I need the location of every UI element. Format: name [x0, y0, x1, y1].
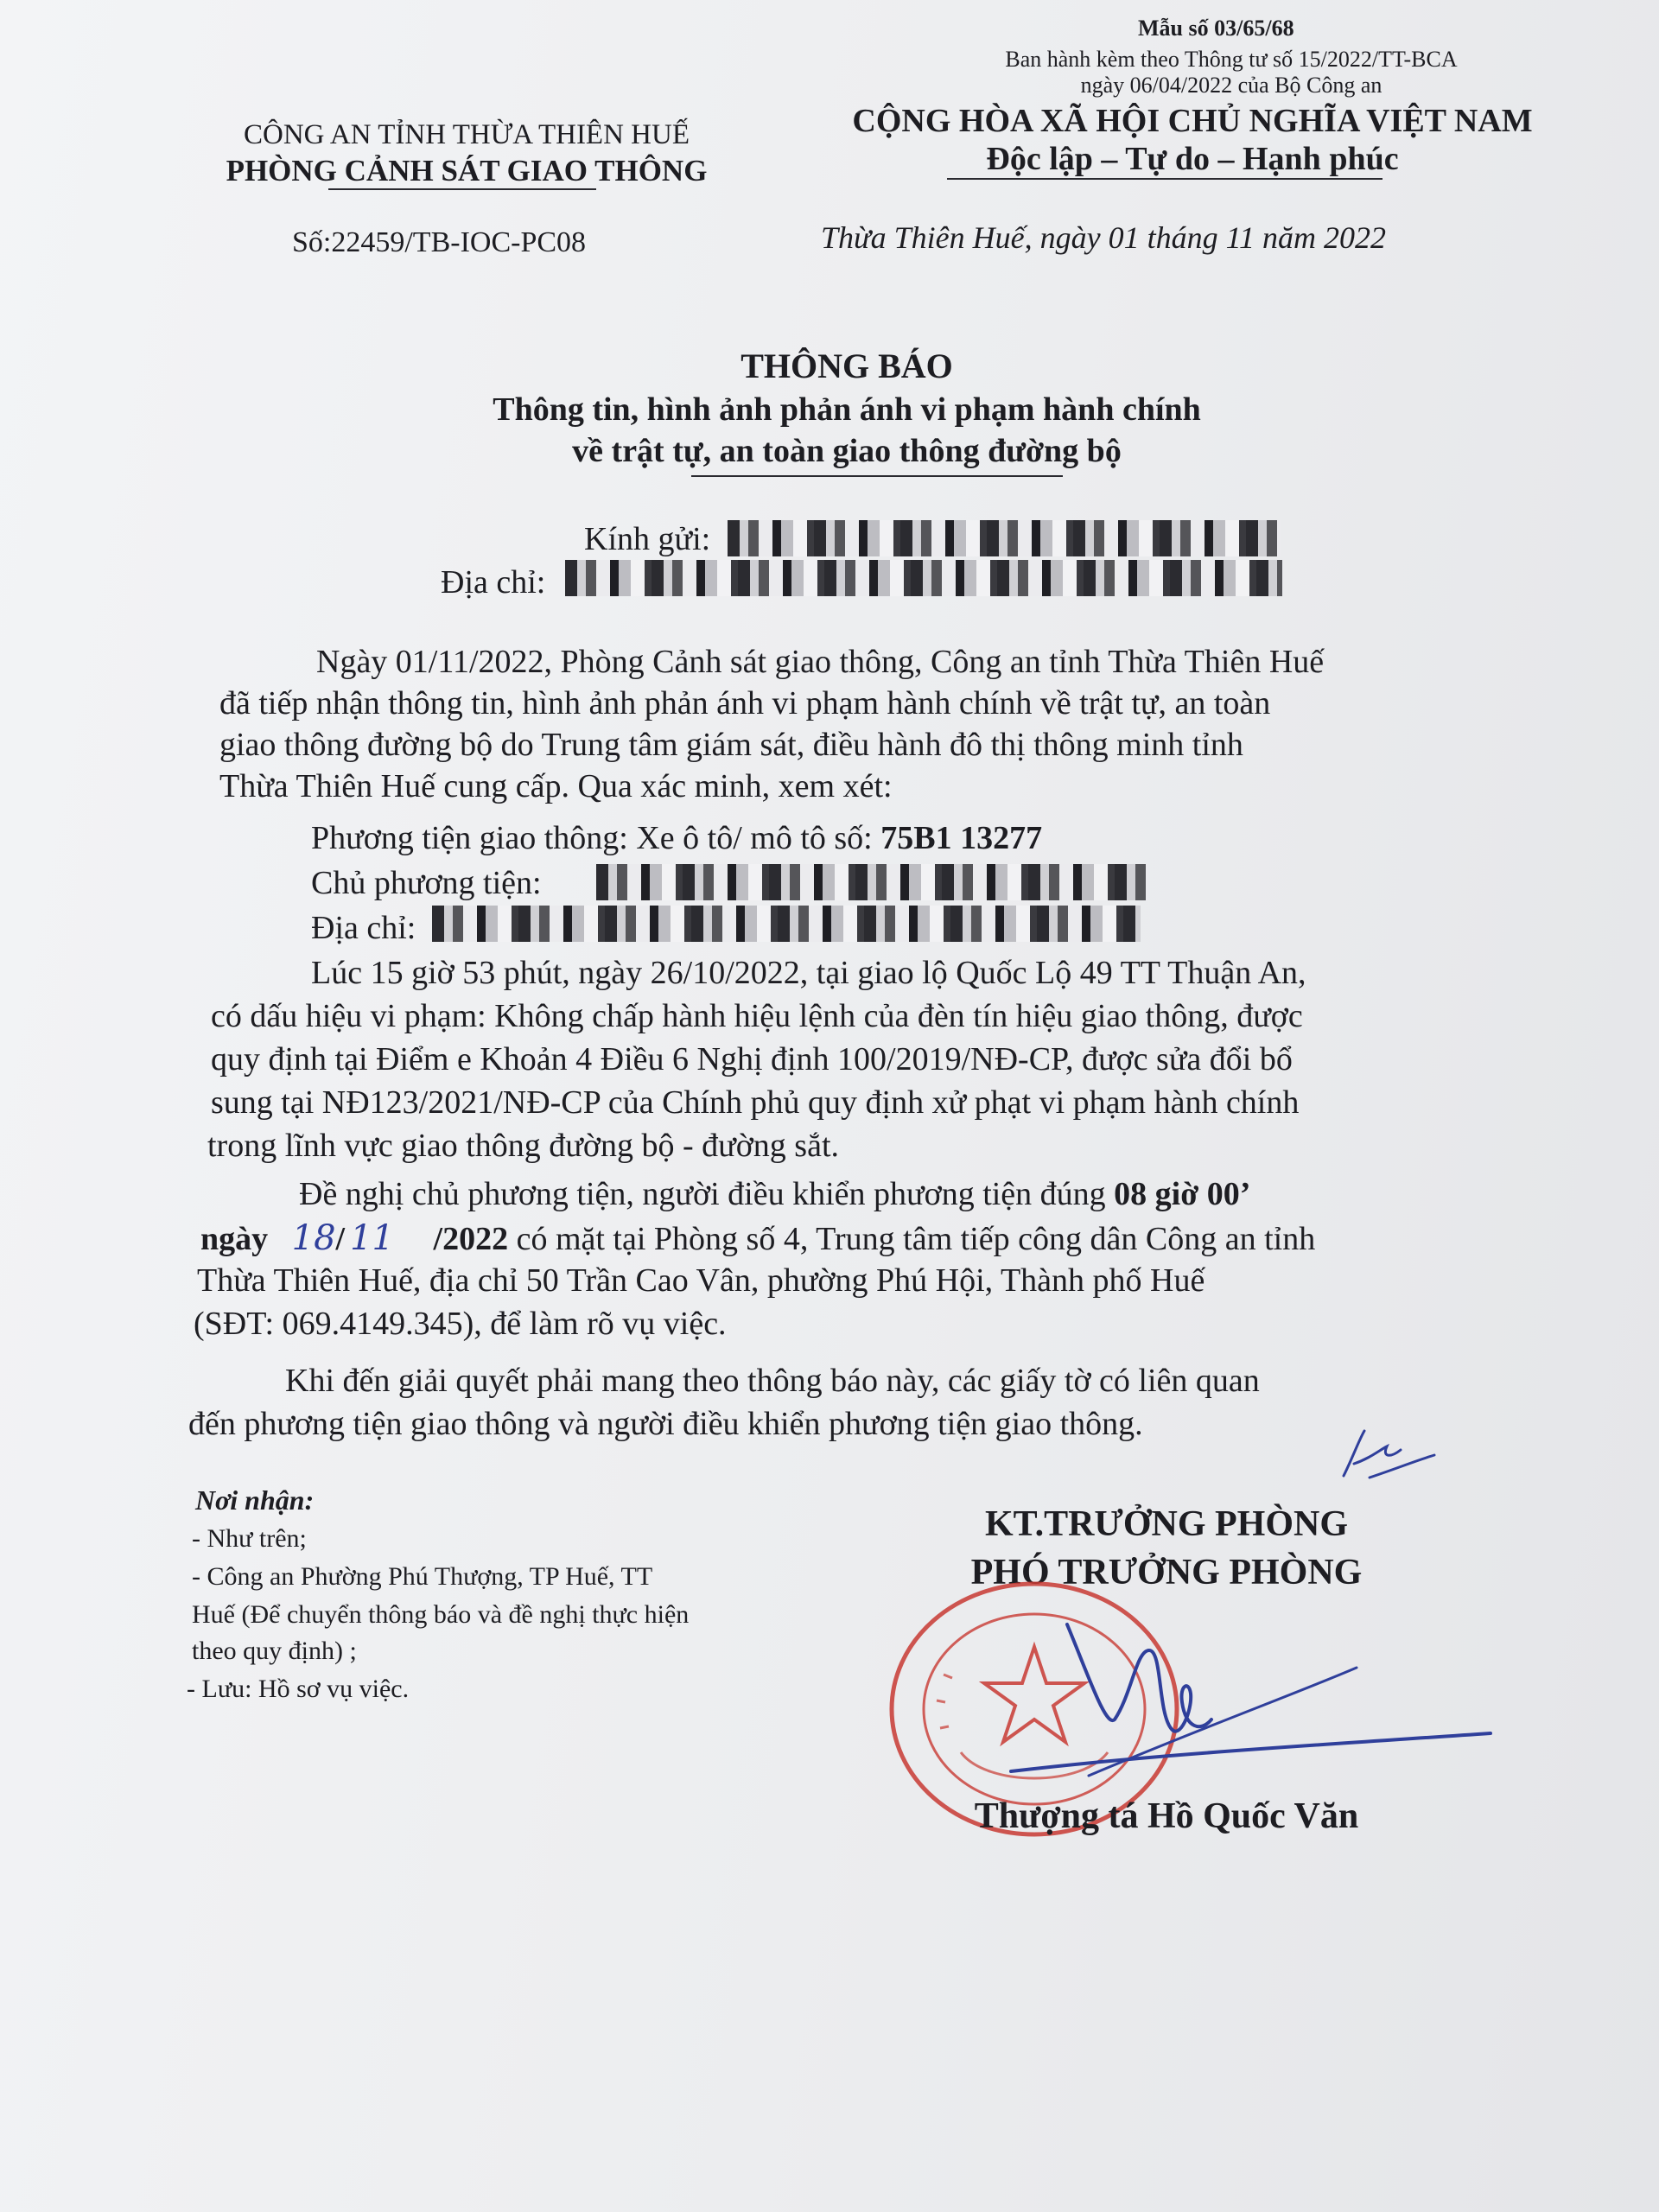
paragraph-1-line-4: Thừa Thiên Huế cung cấp. Qua xác minh, xem xét: [219, 768, 893, 804]
recipient-3: - Lưu: Hồ sơ vụ việc. [187, 1675, 410, 1703]
date-slash: / [335, 1221, 346, 1257]
redacted-recipient-name [728, 520, 1281, 556]
document-subtitle-line2: về trật tự, an toàn giao thông đường bộ [572, 433, 1122, 469]
recipient-2-line-1: - Công an Phường Phú Thượng, TP Huế, TT [192, 1562, 653, 1591]
paragraph-2-line-4: sung tại NĐ123/2021/NĐ-CP của Chính phủ quy định xử phạt vi phạm hành chính [211, 1084, 1300, 1121]
vehicle-label: Phương tiện giao thông: Xe ô tô/ mô tô số: [311, 820, 873, 856]
form-number: Mẫu số 03/65/68 [1138, 16, 1294, 41]
handwritten-day: 18 [291, 1218, 336, 1258]
handwritten-month: 11 [350, 1218, 395, 1258]
handwritten-initial [1335, 1424, 1439, 1484]
document-title: THÔNG BÁO [741, 346, 953, 385]
redacted-recipient-address [565, 560, 1282, 596]
place-date: Thừa Thiên Huế, ngày 01 tháng 11 năm 2022 [821, 220, 1386, 255]
signature-position: PHÓ TRƯỞNG PHÒNG [970, 1553, 1363, 1592]
agency-unit: PHÒNG CẢNH SÁT GIAO THÔNG [226, 154, 708, 188]
motto-underline [947, 178, 1382, 180]
paragraph-3-line-3: Thừa Thiên Huế, địa chỉ 50 Trần Cao Vân, phường Phú Hội, Thành phố Huế [197, 1262, 1205, 1299]
paragraph-3-line-2 [200, 1218, 1315, 1258]
recipients-heading: Nơi nhận: [195, 1484, 315, 1516]
agency-underline [328, 188, 596, 190]
issued-note-line1: Ban hành kèm theo Thông tư số 15/2022/TT-BCA [1005, 47, 1458, 72]
vehicle-line [311, 819, 1042, 857]
owner-label: Chủ phương tiện: [311, 865, 542, 901]
recipient-2-line-3: theo quy định) ; [192, 1637, 357, 1665]
paragraph-3-request: Đề nghị chủ phương tiện, người điều khiển phương tiện đúng [299, 1176, 1106, 1212]
paragraph-2-line-3: quy định tại Điểm e Khoản 4 Điều 6 Nghị định 100/2019/NĐ-CP, được sửa đổi bổ [211, 1041, 1293, 1077]
title-underline [691, 475, 1063, 477]
agency-parent: CÔNG AN TỈNH THỪA THIÊN HUẾ [243, 119, 690, 150]
issued-note [950, 47, 1512, 99]
paragraph-1-line-2: đã tiếp nhận thông tin, hình ảnh phản ánh vi phạm hành chính về trật tự, an toàn [219, 685, 1271, 721]
signature-on-behalf: KT.TRƯỞNG PHÒNG [985, 1504, 1348, 1544]
paragraph-3-line-1 [299, 1175, 1250, 1213]
paragraph-2-line-2: có dấu hiệu vi phạm: Không chấp hành hiệu lệnh của đèn tín hiệu giao thông, được [211, 998, 1303, 1034]
redacted-owner-name [596, 864, 1149, 900]
paragraph-2-line-5: trong lĩnh vực giao thông đường bộ - đường sắt. [207, 1128, 840, 1164]
address-label: Địa chỉ: [441, 564, 546, 601]
appointment-day-label: ngày [200, 1221, 269, 1257]
document-subtitle-line1: Thông tin, hình ảnh phản ánh vi phạm hành chính [493, 391, 1201, 428]
paragraph-3-line-4: (SĐT: 069.4149.345), để làm rõ vụ việc. [194, 1306, 727, 1342]
vehicle-plate: 75B1 13277 [880, 820, 1043, 856]
paragraph-2-line-1: Lúc 15 giờ 53 phút, ngày 26/10/2022, tại giao lộ Quốc Lộ 49 TT Thuận An, [311, 955, 1306, 991]
document-number: Số:22459/TB-IOC-PC08 [292, 226, 587, 258]
recipient-2-line-2: Huế (Để chuyển thông báo và đề nghị thực hiện [192, 1600, 690, 1629]
recipient-1: - Như trên; [192, 1524, 307, 1553]
paragraph-4-line-2: đến phương tiện giao thông và người điều khiển phương tiện giao thông. [188, 1406, 1143, 1442]
nation-motto: Độc lập – Tự do – Hạnh phúc [986, 141, 1399, 177]
owner-address-label: Địa chỉ: [311, 910, 416, 946]
paragraph-4-line-1: Khi đến giải quyết phải mang theo thông báo này, các giấy tờ có liên quan [285, 1363, 1260, 1399]
signature-scribble [985, 1599, 1503, 1797]
nation-title: CỘNG HÒA XÃ HỘI CHỦ NGHĨA VIỆT NAM [852, 103, 1533, 139]
paragraph-1-line-1: Ngày 01/11/2022, Phòng Cảnh sát giao thông, Công an tỉnh Thừa Thiên Huế [316, 644, 1325, 680]
paragraph-1-line-3: giao thông đường bộ do Trung tâm giám sát, điều hành đô thị thông minh tỉnh [219, 727, 1243, 763]
appointment-location: có mặt tại Phòng số 4, Trung tâm tiếp công dân Công an tỉnh [516, 1221, 1316, 1257]
appointment-time: 08 giờ 00’ [1114, 1176, 1251, 1212]
to-label: Kính gửi: [584, 521, 711, 557]
appointment-year: /2022 [433, 1221, 509, 1257]
signer-name: Thượng tá Hồ Quốc Văn [974, 1796, 1359, 1836]
redacted-owner-address [432, 906, 1141, 942]
issued-note-line2: ngày 06/04/2022 của Bộ Công an [1080, 73, 1382, 98]
